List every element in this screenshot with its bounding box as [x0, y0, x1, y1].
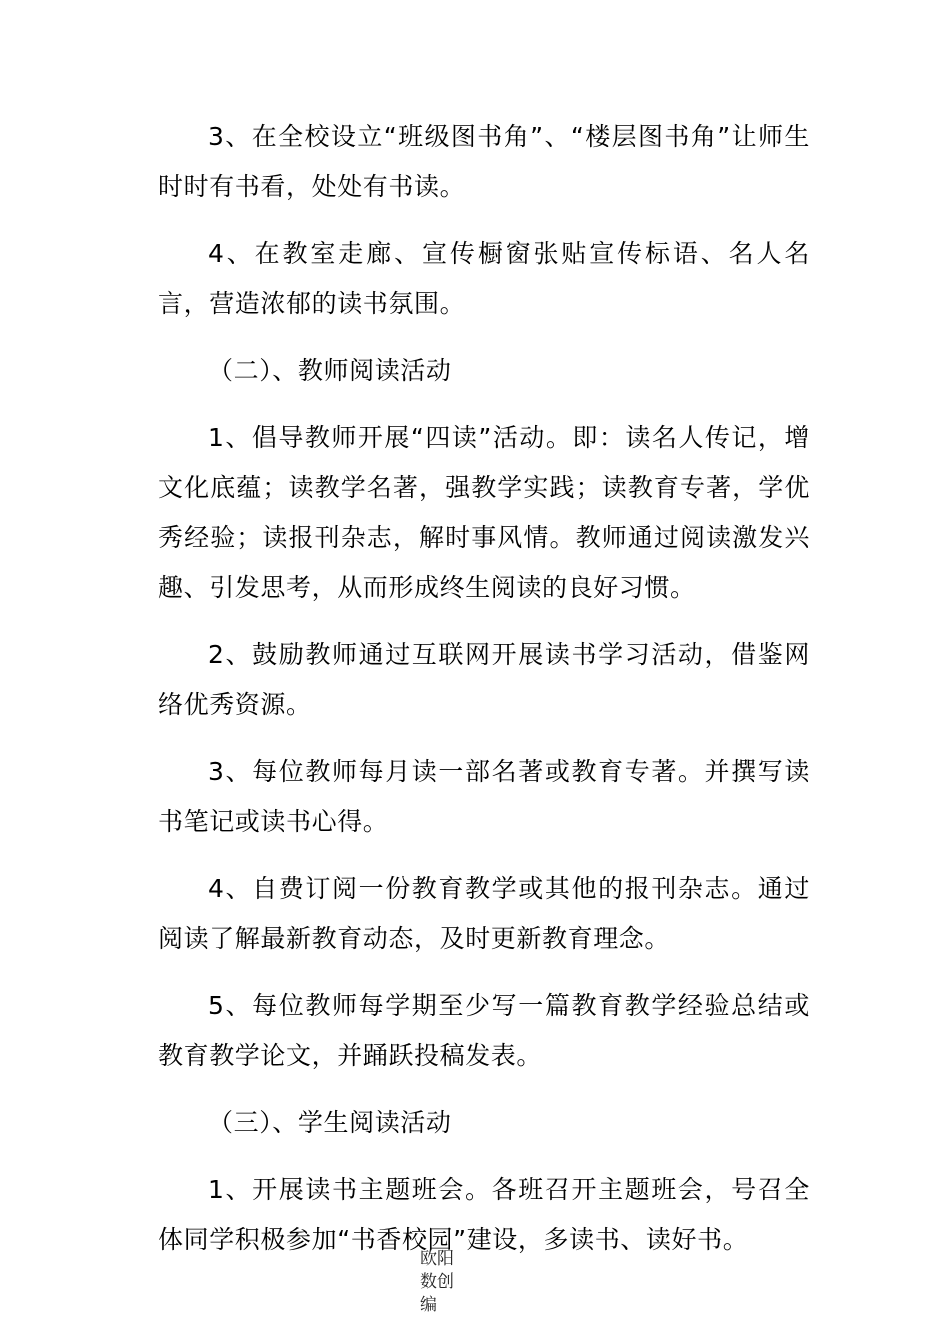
paragraph-2: 4、在教室走廊、宣传橱窗张贴宣传标语、名人名言，营造浓郁的读书氛围。	[158, 239, 810, 318]
paragraph-3: 1、倡导教师开展“四读”活动。即：读名人传记，增文化底蕴；读教学名著，强教学实践；读教育专著，学优秀经验；读报刊杂志，解时事风情。教师通过阅读激发兴趣、引发思考，从而形成终生阅读的良好习惯。	[158, 423, 810, 602]
page-footer: 欧阳数创编	[420, 1249, 454, 1315]
paragraph-4: 2、鼓励教师通过互联网开展读书学习活动，借鉴网络优秀资源。	[158, 640, 810, 719]
paragraph-7: 5、每位教师每学期至少写一篇教育教学经验总结或教育教学论文，并踊跃投稿发表。	[158, 991, 810, 1070]
section-heading-students: （三）、学生阅读活动	[208, 1108, 452, 1137]
paragraph-5: 3、每位教师每月读一部名著或教育专著。并撰写读书笔记或读书心得。	[158, 757, 810, 836]
paragraph-1: 3、在全校设立“班级图书角”、“楼层图书角”让师生时时有书看，处处有书读。	[158, 122, 810, 201]
paragraph-8: 1、开展读书主题班会。各班召开主题班会，号召全体同学积极参加“书香校园”建设，多读书、读好书。	[158, 1175, 810, 1254]
document-body	[158, 112, 810, 1282]
paragraph-6: 4、自费订阅一份教育教学或其他的报刊杂志。通过阅读了解最新教育动态，及时更新教育理念。	[158, 874, 810, 953]
section-heading-teachers: （二）、教师阅读活动	[208, 356, 452, 385]
